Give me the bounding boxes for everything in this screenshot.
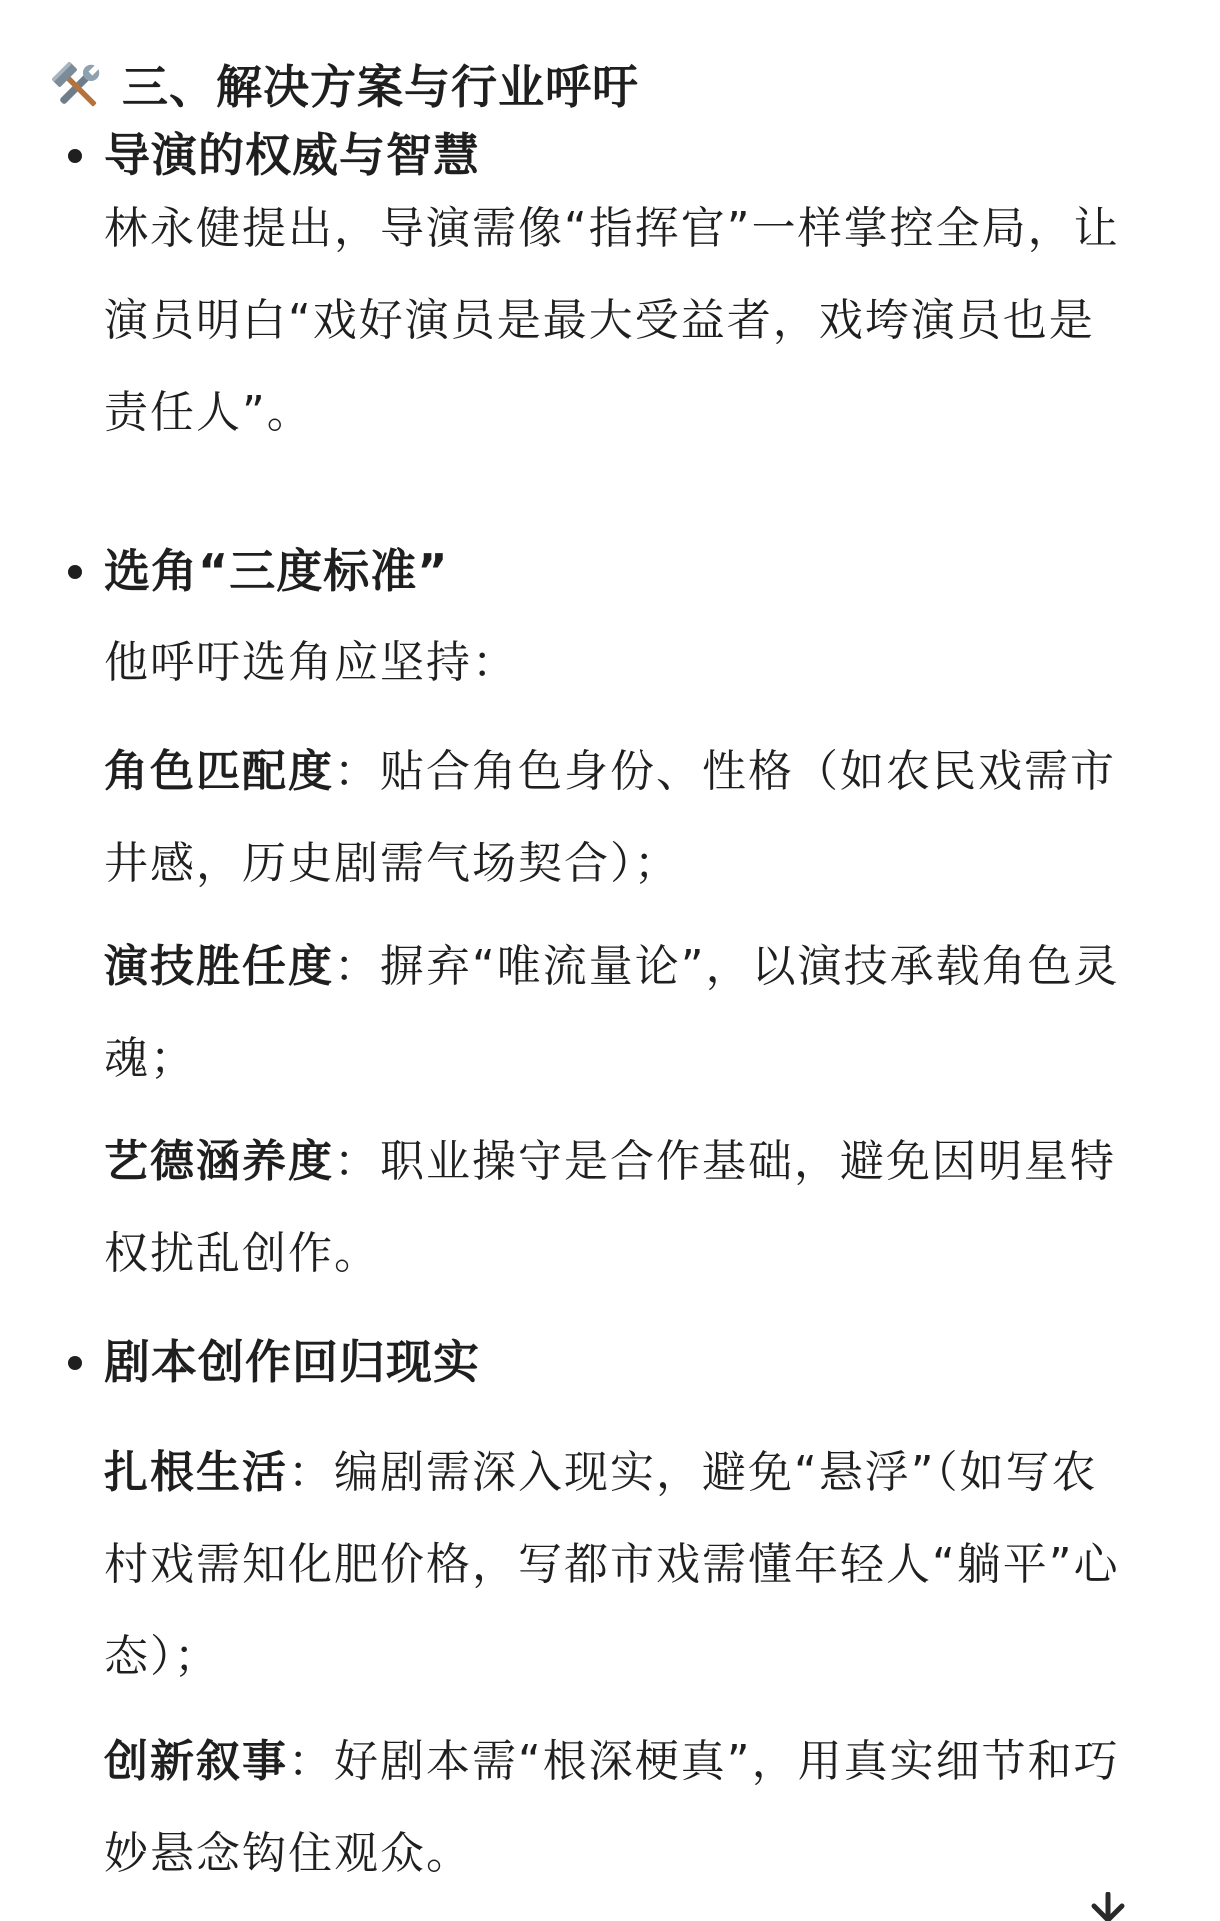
text-line: 责任人”。 <box>104 387 313 438</box>
list-item-role-match <box>104 726 1184 910</box>
text-line: 态）； <box>104 1631 220 1682</box>
text-line: 林永健提出，导演需像“指挥官”一样掌控全局，让 <box>104 203 1120 254</box>
separator: ： <box>334 746 380 797</box>
subheading-screenplay: 剧本创作回归现实 <box>104 1335 480 1389</box>
bullet-dot <box>68 149 82 163</box>
text-line: 妙悬念钩住观众。 <box>104 1828 472 1879</box>
page-title: 三、解决方案与行业呼吁 <box>122 60 639 114</box>
text-line: 权扰乱创作。 <box>104 1228 380 1279</box>
hammer-and-wrench-icon <box>48 58 106 116</box>
subheading-director: 导演的权威与智慧 <box>104 128 480 182</box>
bullet-dot <box>68 1356 82 1370</box>
text-line: 编剧需深入现实，避免“悬浮”（如写农 <box>334 1447 1098 1498</box>
list-item-innovative-narrative <box>104 1716 1184 1900</box>
scroll-down-arrow-icon[interactable] <box>1088 1892 1128 1921</box>
text-line: 演员明白“戏好演员是最大受益者，戏垮演员也是 <box>104 295 1095 346</box>
text-line: 贴合角色身份、性格（如农民戏需市 <box>380 746 1116 797</box>
text-line: 摒弃“唯流量论”，以演技承载角色灵 <box>380 941 1120 992</box>
term-label: 创新叙事 <box>104 1736 288 1787</box>
text-line: 他呼吁选角应坚持： <box>104 637 518 688</box>
text-line: 好剧本需“根深梗真”，用真实细节和巧 <box>334 1736 1120 1787</box>
text-line: 村戏需知化肥价格，写都市戏需懂年轻人“躺平”心 <box>104 1539 1120 1590</box>
bullet-dot <box>68 565 82 579</box>
paragraph-casting-intro <box>104 617 1184 709</box>
paragraph-director <box>104 183 1184 459</box>
term-label: 扎根生活 <box>104 1447 288 1498</box>
separator: ： <box>288 1736 334 1787</box>
separator: ： <box>334 941 380 992</box>
term-label: 角色匹配度 <box>104 746 334 797</box>
text-line: 魂； <box>104 1033 196 1084</box>
separator: ： <box>334 1136 380 1187</box>
list-item-acting-skill <box>104 921 1184 1105</box>
separator: ： <box>288 1447 334 1498</box>
text-line: 井感，历史剧需气场契合）； <box>104 838 680 889</box>
list-item-rooted-in-life <box>104 1427 1184 1703</box>
term-label: 艺德涵养度 <box>104 1136 334 1187</box>
term-label: 演技胜任度 <box>104 941 334 992</box>
subheading-casting: 选角“三度标准” <box>104 544 449 598</box>
section-heading <box>48 52 639 122</box>
list-item-ethics <box>104 1116 1184 1300</box>
text-line: 职业操守是合作基础，避免因明星特 <box>380 1136 1116 1187</box>
